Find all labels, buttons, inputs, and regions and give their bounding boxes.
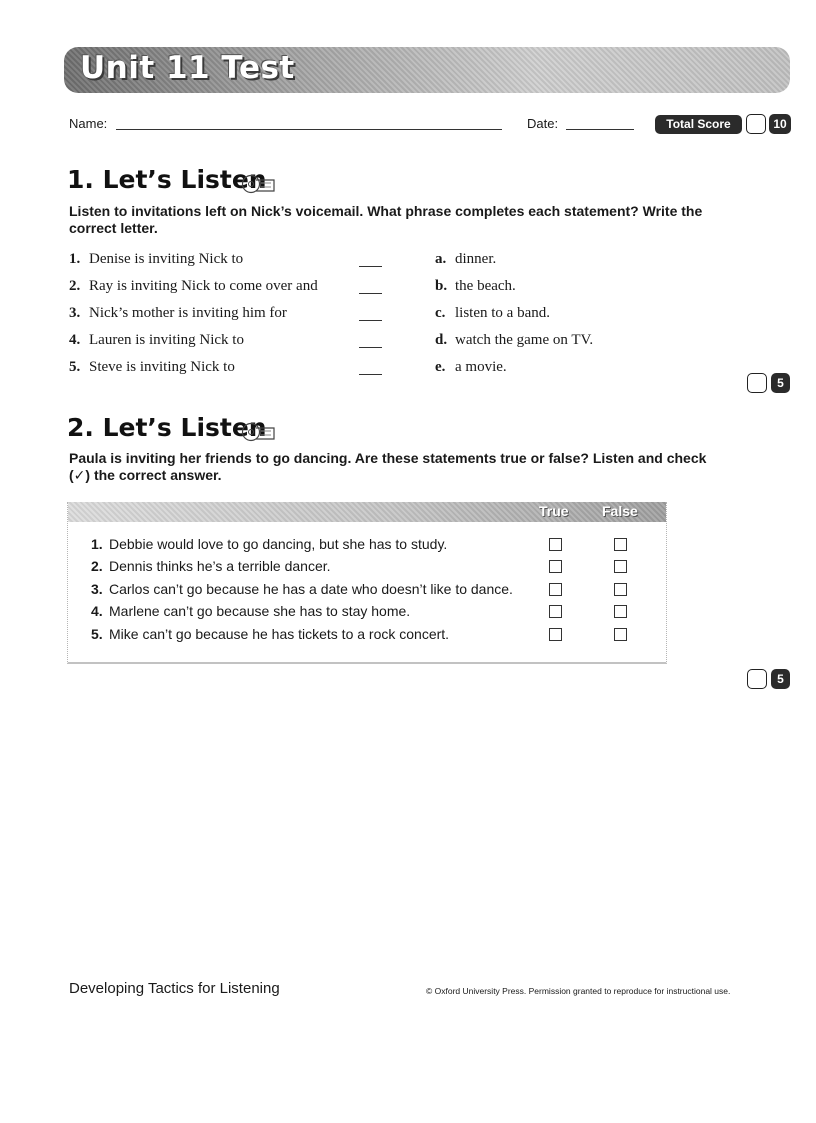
answer-blank[interactable] [359,374,382,375]
true-checkbox[interactable] [549,538,562,551]
footer-copyright: © Oxford University Press. Permission granted to reproduce for instructional use. [426,986,731,996]
section1-score-box[interactable] [747,373,767,393]
table-row: 4. Marlene can’t go because she has to stay home. [91,603,411,619]
page-title: Unit 11 Test [80,50,295,86]
option-item: e. a movie. [435,359,507,375]
answer-blank[interactable] [359,347,382,348]
true-checkbox[interactable] [549,560,562,573]
table-row: 1. Debbie would love to go dancing, but she has to study. [91,536,448,552]
answer-blank[interactable] [359,320,382,321]
list-item: 4. Lauren is inviting Nick to [69,332,244,348]
section1-points: 5 [771,373,790,393]
false-checkbox[interactable] [614,628,627,641]
true-checkbox[interactable] [549,605,562,618]
false-checkbox[interactable] [614,605,627,618]
table-header [68,502,666,522]
true-false-table [67,502,667,664]
true-column-header: True [539,503,569,519]
false-checkbox[interactable] [614,538,627,551]
section2-score-box[interactable] [747,669,767,689]
answer-blank[interactable] [359,266,382,267]
section1-title: 1. Let’s Listen [67,165,267,194]
table-row: 2. Dennis thinks he’s a terrible dancer. [91,558,331,574]
option-item: b. the beach. [435,278,516,294]
total-score-input-box[interactable] [746,114,766,134]
date-field[interactable] [566,129,634,130]
cd-audio-icon [241,421,277,443]
list-item: 1. Denise is inviting Nick to [69,251,244,267]
false-checkbox[interactable] [614,560,627,573]
true-checkbox[interactable] [549,628,562,641]
name-field[interactable] [116,129,502,130]
answer-blank[interactable] [359,293,382,294]
section1-instructions: Listen to invitations left on Nick’s voicemail. What phrase completes each statement? Write the correct letter. [69,203,703,236]
option-item: c. listen to a band. [435,305,550,321]
list-item: 5. Steve is inviting Nick to [69,359,235,375]
option-item: d. watch the game on TV. [435,332,594,348]
footer-book-title: Developing Tactics for Listening [69,980,280,997]
section2-points: 5 [771,669,790,689]
list-item: 3. Nick’s mother is inviting him for [69,305,287,321]
false-column-header: False [602,503,638,519]
cd-audio-icon [241,173,277,195]
false-checkbox[interactable] [614,583,627,596]
section2-instructions: Paula is inviting her friends to go dancing. Are these statements true or false? Listen and check (✓) the correct answer. [69,450,707,483]
title-banner [64,47,790,93]
list-item: 2. Ray is inviting Nick to come over and [69,278,318,294]
total-score-max: 10 [769,114,791,134]
option-item: a. dinner. [435,251,497,267]
section2-title: 2. Let’s Listen [67,413,267,442]
date-label: Date: [527,116,559,131]
table-row: 5. Mike can’t go because he has tickets to a rock concert. [91,626,450,642]
name-label: Name: [69,116,108,131]
true-checkbox[interactable] [549,583,562,596]
total-score-badge: Total Score [655,115,742,134]
table-row: 3. Carlos can’t go because he has a date who doesn’t like to dance. [91,581,513,597]
